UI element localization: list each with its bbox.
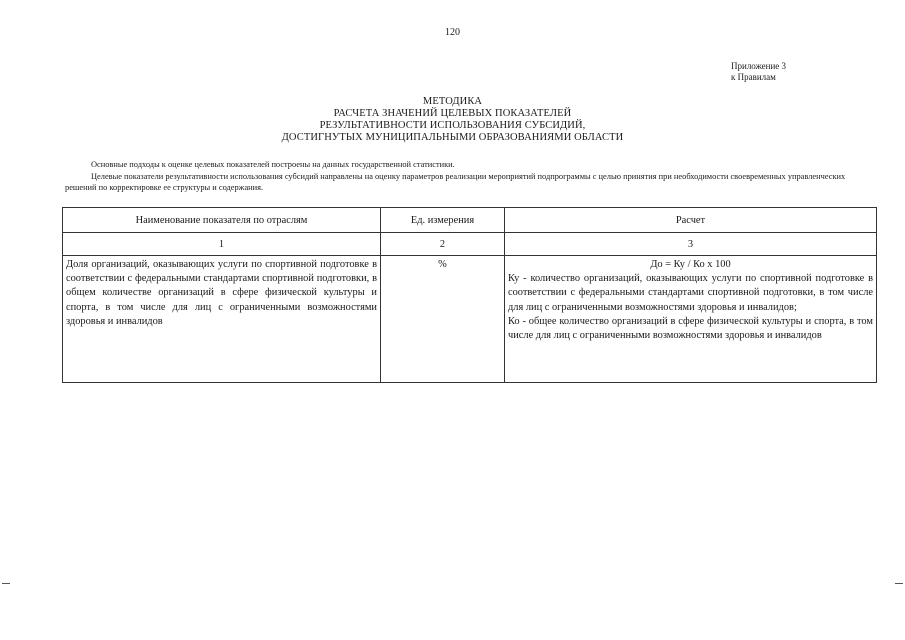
ku-definition: Ку - количество организаций, оказывающих услуги по спортивной подготовке в соответствии с федеральными стандартами спортивной подготовки, в том числе для лиц с ограниченными возможностями здоровья и инвалидов; bbox=[508, 273, 873, 313]
header-indicator-name: Наименование показателя по отраслям bbox=[63, 208, 381, 233]
title-line-4: ДОСТИГНУТЫХ МУНИЦИПАЛЬНЫМИ ОБРАЗОВАНИЯМИ ОБЛАСТИ bbox=[281, 132, 624, 143]
title-line-3: РЕЗУЛЬТАТИВНОСТИ ИСПОЛЬЗОВАНИЯ СУБСИДИЙ, bbox=[319, 120, 586, 131]
table-header-row bbox=[63, 208, 877, 233]
table-row bbox=[63, 256, 877, 383]
page-number: 120 bbox=[445, 27, 460, 38]
intro-paragraph-1: Основные подходы к оценке целевых показателей построены на данных государственной статистики. bbox=[91, 160, 455, 169]
appendix-note bbox=[731, 61, 786, 83]
column-number-3: 3 bbox=[505, 233, 877, 256]
indicator-name-cell: Доля организаций, оказывающих услуги по спортивной подготовке в соответствии с федеральными стандартами спортивной подготовки, в общем количестве организаций в сфере физической культуры и спорта, в том числе для лиц с ограниченными возможностями здоровья и инвалидов bbox=[63, 256, 381, 383]
formula: До = Ку / Ко х 100 bbox=[650, 259, 731, 270]
document-title bbox=[0, 96, 905, 144]
calculation-cell bbox=[505, 256, 877, 383]
column-number-row bbox=[63, 233, 877, 256]
column-number-1: 1 bbox=[63, 233, 381, 256]
indicator-table bbox=[62, 207, 877, 383]
appendix-line-1: Приложение 3 bbox=[731, 61, 787, 71]
intro-text bbox=[65, 159, 877, 194]
appendix-line-2: к Правилам bbox=[731, 72, 776, 82]
intro-paragraph-2: Целевые показатели результативности использования субсидий направлены на оценку параметров реализации мероприятий подпрограммы с целью принятия при необходимости своевременных управленческих решений по корректировке ее структуры и содержания. bbox=[65, 171, 846, 192]
scan-edge-mark-right bbox=[895, 583, 903, 584]
column-number-2: 2 bbox=[381, 233, 505, 256]
header-calculation: Расчет bbox=[505, 208, 877, 233]
title-line-2: РАСЧЕТА ЗНАЧЕНИЙ ЦЕЛЕВЫХ ПОКАЗАТЕЛЕЙ bbox=[333, 108, 572, 119]
header-unit: Ед. измерения bbox=[381, 208, 505, 233]
scan-edge-mark-left bbox=[2, 583, 10, 584]
unit-cell: % bbox=[381, 256, 505, 383]
ko-definition: Ко - общее количество организаций в сфере физической культуры и спорта, в том числе для лиц с ограниченными возможностями здоровья и инвалидов bbox=[508, 315, 873, 342]
title-line-1: МЕТОДИКА bbox=[422, 96, 483, 107]
